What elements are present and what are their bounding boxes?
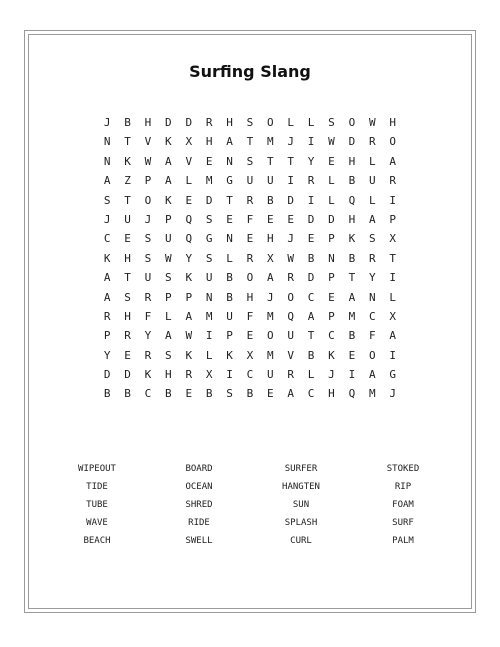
grid-letter: T <box>348 271 356 285</box>
grid-letter: H <box>348 154 356 168</box>
grid-letter: V <box>185 154 193 168</box>
grid-letter: A <box>368 212 376 226</box>
grid-letter: Q <box>287 309 295 323</box>
grid-letter: E <box>287 212 295 226</box>
grid-letter: R <box>389 174 396 188</box>
grid-letter: T <box>124 135 131 149</box>
grid-letter: D <box>328 212 335 226</box>
grid-letter: H <box>165 368 172 382</box>
grid-letter: J <box>144 212 152 226</box>
grid-letter: M <box>267 135 274 149</box>
grid-letter: B <box>246 387 254 401</box>
grid-letter: K <box>185 271 193 285</box>
grid-letter: Y <box>368 271 376 285</box>
grid-letter: K <box>144 368 152 382</box>
grid-letter: A <box>389 154 396 168</box>
grid-letter: M <box>205 309 213 323</box>
grid-letter: H <box>226 116 233 129</box>
grid-letter: E <box>348 348 356 362</box>
grid-letter: H <box>124 309 131 323</box>
grid-letter: O <box>267 329 274 343</box>
grid-letter: R <box>287 368 295 382</box>
grid-letter: A <box>103 290 111 304</box>
grid-letter: U <box>124 212 131 226</box>
grid-letter: W <box>144 154 152 168</box>
grid-letter: Y <box>103 348 111 362</box>
grid-letter: R <box>144 348 152 362</box>
grid-letter: N <box>205 290 213 304</box>
grid-letter: B <box>348 329 356 343</box>
word-list-item: TUBE <box>86 500 108 510</box>
grid-letter: H <box>389 116 396 129</box>
grid-letter: E <box>267 212 274 226</box>
grid-letter: A <box>368 368 376 382</box>
grid-letter: L <box>328 174 335 188</box>
grid-letter: P <box>165 290 172 304</box>
grid-letter: M <box>368 387 376 401</box>
grid-letter: B <box>205 387 213 401</box>
grid-letter: Y <box>144 329 152 343</box>
word-list-item: BOARD <box>185 464 213 474</box>
grid-letter: E <box>246 232 254 246</box>
grid-letter: A <box>165 174 172 188</box>
grid-letter: H <box>124 251 131 265</box>
grid-letter: G <box>205 232 213 246</box>
grid-letter: K <box>124 154 131 168</box>
grid-letter: V <box>144 135 152 149</box>
grid-letter: E <box>246 329 254 343</box>
grid-letter: N <box>103 154 111 168</box>
word-list-item: RIDE <box>188 518 210 528</box>
grid-letter: J <box>287 135 295 149</box>
grid-letter: Y <box>307 154 315 168</box>
grid-letter: P <box>328 271 335 285</box>
grid-letter: M <box>348 309 356 323</box>
grid-letter: J <box>103 212 111 226</box>
grid-letter: P <box>165 212 172 226</box>
grid-letter: I <box>287 174 295 188</box>
grid-letter: L <box>368 193 376 207</box>
grid-letter: S <box>368 232 376 246</box>
grid-letter: S <box>124 290 131 304</box>
grid-letter: J <box>328 368 335 382</box>
word-list-item: WIPEOUT <box>78 464 116 474</box>
grid-letter: U <box>287 329 295 343</box>
grid-letter: H <box>348 212 356 226</box>
grid-letter: P <box>103 329 111 343</box>
grid-letter: Q <box>348 193 356 207</box>
word-list-item: SURFER <box>284 464 318 474</box>
grid-letter: Y <box>185 251 193 265</box>
grid-letter: B <box>348 174 356 188</box>
grid-letter: T <box>226 193 233 207</box>
word-list-item: WAVE <box>86 518 108 528</box>
grid-letter: S <box>144 232 152 246</box>
grid-letter: A <box>267 271 274 285</box>
grid-letter: I <box>389 193 396 207</box>
grid-letter: A <box>389 329 396 343</box>
grid-letter: M <box>267 348 274 362</box>
grid-letter: D <box>205 193 213 207</box>
grid-letter: L <box>389 290 396 304</box>
grid-letter: T <box>389 251 396 265</box>
grid-letter: H <box>144 116 152 129</box>
grid-letter: I <box>205 329 213 343</box>
grid-letter: X <box>205 368 213 382</box>
grid-letter: P <box>389 212 396 226</box>
grid-letter: S <box>165 271 172 285</box>
grid-letter: U <box>205 271 213 285</box>
grid-letter: E <box>124 232 131 246</box>
grid-letter: A <box>165 329 172 343</box>
letter-grid <box>97 113 403 404</box>
grid-letter: I <box>389 348 396 362</box>
grid-letter: E <box>124 348 131 362</box>
grid-letter: A <box>185 309 193 323</box>
grid-letter: R <box>185 368 193 382</box>
grid-letter: J <box>267 290 274 304</box>
grid-letter: R <box>246 193 254 207</box>
grid-letter: S <box>226 387 233 401</box>
grid-letter: J <box>287 232 295 246</box>
grid-letter: A <box>287 387 295 401</box>
grid-letter: C <box>307 290 315 304</box>
grid-letter: I <box>389 271 396 285</box>
word-list-item: FOAM <box>392 500 414 510</box>
grid-letter: R <box>368 135 376 149</box>
grid-letter: C <box>246 368 254 382</box>
grid-letter: K <box>328 348 335 362</box>
grid-letter: E <box>226 212 233 226</box>
grid-letter: O <box>389 135 396 149</box>
grid-letter: R <box>287 271 295 285</box>
grid-letter: T <box>124 271 131 285</box>
grid-letter: D <box>103 368 111 382</box>
grid-letter: A <box>103 271 111 285</box>
grid-letter: O <box>246 271 254 285</box>
grid-letter: E <box>328 154 335 168</box>
grid-letter: U <box>144 271 152 285</box>
grid-letter: H <box>328 387 335 401</box>
grid-letter: C <box>368 309 376 323</box>
grid-letter: E <box>185 387 193 401</box>
grid-letter: B <box>124 387 131 401</box>
grid-letter: Z <box>124 174 131 188</box>
grid-letter: U <box>368 174 376 188</box>
grid-letter: W <box>328 135 335 149</box>
word-list-item: SWELL <box>185 536 213 546</box>
grid-letter: G <box>226 174 233 188</box>
grid-letter: S <box>246 154 254 168</box>
word-list-item: TIDE <box>86 482 108 492</box>
word-list-item: RIP <box>394 482 412 492</box>
grid-letter: O <box>267 116 274 129</box>
grid-letter: B <box>307 251 315 265</box>
grid-letter: L <box>205 348 213 362</box>
grid-letter: H <box>267 232 274 246</box>
grid-letter: V <box>287 348 295 362</box>
grid-letter: K <box>165 193 172 207</box>
grid-letter: H <box>205 135 213 149</box>
grid-letter: K <box>226 348 233 362</box>
word-list-item: CURL <box>290 536 312 546</box>
grid-letter: E <box>267 387 274 401</box>
grid-letter: T <box>307 329 315 343</box>
grid-letter: I <box>348 368 356 382</box>
grid-letter: X <box>246 348 254 362</box>
grid-letter: W <box>165 251 172 265</box>
grid-letter: M <box>205 174 213 188</box>
grid-letter: B <box>267 193 274 207</box>
grid-letter: U <box>246 174 254 188</box>
grid-letter: S <box>205 251 213 265</box>
grid-letter: E <box>205 154 213 168</box>
word-list-item: PALM <box>392 536 414 546</box>
grid-letter: L <box>165 309 172 323</box>
word-list <box>46 460 454 550</box>
grid-letter: C <box>328 329 335 343</box>
grid-letter: O <box>144 193 152 207</box>
grid-letter: T <box>246 135 254 149</box>
grid-letter: L <box>328 193 335 207</box>
grid-letter: R <box>368 251 376 265</box>
grid-letter: J <box>103 116 111 129</box>
grid-letter: R <box>246 251 254 265</box>
grid-letter: U <box>226 309 233 323</box>
grid-letter: Q <box>348 387 356 401</box>
grid-letter: L <box>307 368 315 382</box>
grid-letter: E <box>307 232 315 246</box>
grid-letter: O <box>287 290 295 304</box>
grid-letter: M <box>267 309 274 323</box>
grid-letter: R <box>144 290 152 304</box>
grid-letter: J <box>389 387 396 401</box>
grid-letter: D <box>307 271 315 285</box>
grid-letter: D <box>185 116 193 129</box>
word-list-item: SPLASH <box>284 518 318 528</box>
grid-letter: B <box>165 387 172 401</box>
grid-letter: B <box>124 116 131 129</box>
word-list-item: SHRED <box>185 500 213 510</box>
grid-letter: L <box>307 116 315 129</box>
grid-letter: K <box>103 251 111 265</box>
grid-letter: I <box>307 135 315 149</box>
grid-letter: G <box>389 368 396 382</box>
grid-letter: D <box>348 135 356 149</box>
grid-letter: R <box>205 116 213 129</box>
grid-letter: X <box>389 232 396 246</box>
word-list-item: OCEAN <box>185 482 213 492</box>
grid-letter: A <box>348 290 356 304</box>
grid-letter: R <box>124 329 131 343</box>
grid-letter: N <box>368 290 376 304</box>
grid-letter: F <box>144 309 152 323</box>
grid-letter: P <box>328 309 335 323</box>
grid-letter: B <box>226 290 233 304</box>
grid-letter: D <box>124 368 131 382</box>
grid-letter: H <box>246 290 254 304</box>
grid-letter: D <box>307 212 315 226</box>
grid-letter: C <box>307 387 315 401</box>
word-list-item: STOKED <box>386 464 420 474</box>
grid-letter: S <box>144 251 152 265</box>
grid-letter: E <box>185 193 193 207</box>
grid-letter: B <box>348 251 356 265</box>
grid-letter: R <box>103 309 111 323</box>
grid-letter: U <box>267 174 274 188</box>
grid-letter: D <box>165 116 172 129</box>
grid-letter: U <box>165 232 172 246</box>
word-list-item: BEACH <box>83 536 111 546</box>
puzzle-title: Surfing Slang <box>189 62 311 81</box>
grid-letter: N <box>226 232 233 246</box>
grid-letter: W <box>287 251 295 265</box>
grid-letter: K <box>165 135 172 149</box>
grid-letter: D <box>287 193 295 207</box>
grid-letter: S <box>165 348 172 362</box>
grid-letter: P <box>144 174 152 188</box>
grid-letter: U <box>267 368 274 382</box>
grid-letter: T <box>287 154 295 168</box>
grid-letter: R <box>307 174 315 188</box>
word-list-item: HANGTEN <box>282 482 320 492</box>
grid-letter: L <box>226 251 233 265</box>
grid-letter: F <box>246 212 254 226</box>
grid-letter: W <box>368 116 376 129</box>
grid-letter: Q <box>185 232 193 246</box>
grid-letter: S <box>328 116 335 129</box>
grid-letter: B <box>226 271 233 285</box>
grid-letter: A <box>103 174 111 188</box>
grid-letter: X <box>185 135 193 149</box>
grid-letter: C <box>144 387 152 401</box>
grid-letter: Q <box>185 212 193 226</box>
grid-letter: S <box>205 212 213 226</box>
grid-letter: W <box>185 329 193 343</box>
word-list-item: SURF <box>392 518 414 528</box>
grid-letter: F <box>368 329 376 343</box>
grid-letter: L <box>368 154 376 168</box>
grid-letter: T <box>267 154 274 168</box>
grid-letter: I <box>307 193 315 207</box>
grid-letter: T <box>124 193 131 207</box>
grid-letter: L <box>287 116 295 129</box>
grid-letter: S <box>246 116 254 129</box>
grid-letter: N <box>103 135 111 149</box>
grid-letter: B <box>103 387 111 401</box>
grid-letter: A <box>226 135 233 149</box>
grid-letter: P <box>185 290 193 304</box>
grid-letter: K <box>185 348 193 362</box>
grid-letter: O <box>368 348 376 362</box>
word-list-item: SUN <box>292 500 310 510</box>
grid-letter: K <box>348 232 356 246</box>
grid-letter: P <box>226 329 233 343</box>
grid-letter: S <box>103 193 111 207</box>
grid-letter: A <box>165 154 172 168</box>
grid-letter: A <box>307 309 315 323</box>
grid-letter: C <box>103 232 111 246</box>
grid-letter: B <box>307 348 315 362</box>
grid-letter: X <box>267 251 274 265</box>
grid-letter: F <box>246 309 254 323</box>
grid-letter: P <box>328 232 335 246</box>
grid-letter: X <box>389 309 396 323</box>
grid-letter: I <box>226 368 233 382</box>
grid-letter: N <box>328 251 335 265</box>
grid-letter: E <box>328 290 335 304</box>
grid-letter: N <box>226 154 233 168</box>
grid-letter: L <box>185 174 193 188</box>
grid-letter: O <box>348 116 356 129</box>
